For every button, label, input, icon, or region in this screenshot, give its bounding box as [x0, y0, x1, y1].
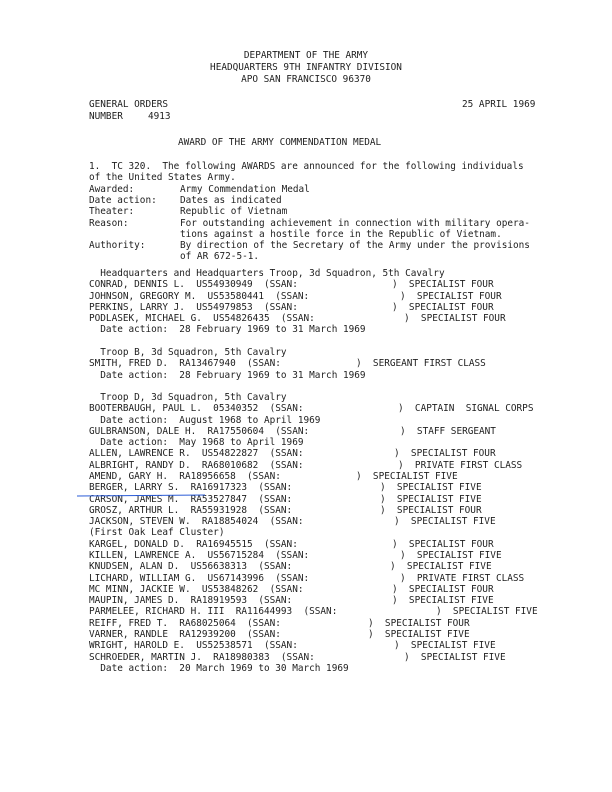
roster-rank: ) SPECIALIST FOUR: [368, 617, 470, 629]
roster-line: Date action: May 1968 to April 1969: [89, 437, 304, 449]
roster-line: Troop B, 3d Squadron, 5th Cavalry: [89, 346, 287, 358]
roster-rank: ) SPECIALIST FIVE: [356, 471, 458, 483]
roster-line: GROSZ, ARTHUR L. RA55931928 (SSAN:: [89, 504, 293, 516]
roster-rank: ) SPECIALIST FOUR: [392, 583, 494, 595]
roster-line: Headquarters and Headquarters Troop, 3d Squadron, 5th Cavalry: [89, 268, 445, 279]
roster-line: ALLEN, LAWRENCE R. US54822827 (SSAN:: [89, 448, 304, 460]
field-label: Authority:: [89, 240, 146, 251]
roster-rank: ) SPECIALIST FOUR: [380, 504, 482, 516]
roster-line: (First Oak Leaf Cluster): [89, 527, 225, 539]
roster-line: Date action: August 1968 to April 1969: [89, 414, 321, 426]
roster-rank: ) SPECIALIST FOUR: [392, 538, 494, 550]
roster-line: Troop D, 3d Squadron, 5th Cavalry: [89, 392, 287, 404]
field-label: Awarded:: [89, 184, 135, 195]
roster-rank: ) SPECIALIST FIVE: [392, 595, 494, 607]
roster-line: BERGER, LARRY S. RA16917323 (SSAN:: [89, 482, 293, 494]
roster-line: Date action: 20 March 1969 to 30 March 1969: [89, 662, 349, 674]
roster-line: LICHARD, WILLIAM G. US67143996 (SSAN:: [89, 572, 310, 584]
roster-line: Date action: 28 February 1969 to 31 March 1969: [89, 369, 366, 381]
roster-rank: ) SPECIALIST FOUR: [392, 279, 494, 291]
field-label: Theater:: [89, 206, 135, 218]
field-value: Republic of Vietnam: [180, 206, 288, 218]
roster-line: ALBRIGHT, RANDY D. RA68010682 (SSAN:: [89, 459, 304, 471]
department-heading: DEPARTMENT OF THE ARMY: [243, 50, 369, 61]
roster-line: MC MINN, JACKIE W. US53848262 (SSAN:: [89, 583, 304, 595]
roster-rank: ) SPECIALIST FIVE: [400, 550, 502, 561]
field-value: Army Commendation Medal: [180, 184, 310, 195]
field-value: For outstanding achievement in connection with military opera-: [180, 217, 530, 229]
roster-line: PERKINS, LARRY J. US54979853 (SSAN:: [89, 301, 298, 313]
roster-line: CARSON, JAMES M. RA53527847 (SSAN:: [89, 493, 293, 505]
roster-line: VARNER, RANDLE RA12939200 (SSAN:: [89, 628, 281, 640]
roster-rank: ) SPECIALIST FIVE: [368, 628, 470, 640]
number-label: NUMBER: [89, 111, 123, 122]
field-label: Reason:: [89, 217, 129, 229]
roster-line: SCHROEDER, MARTIN J. RA18980383 (SSAN:: [89, 651, 315, 663]
roster-rank: ) SPECIALIST FIVE: [394, 640, 496, 652]
roster-rank: ) SERGEANT FIRST CLASS: [356, 358, 486, 370]
roster-rank: ) SPECIALIST FOUR: [404, 313, 506, 325]
field-value: Dates as indicated: [180, 195, 282, 207]
roster-rank: ) SPECIALIST FIVE: [436, 606, 538, 618]
roster-line: KILLEN, LAWRENCE A. US56715284 (SSAN:: [89, 550, 310, 561]
roster-line: KARGEL, DONALD D. RA16945515 (SSAN:: [89, 538, 298, 550]
roster-line: KNUDSEN, ALAN D. US56638313 (SSAN:: [89, 561, 293, 573]
roster-line: PARMELEE, RICHARD H. III RA11644993 (SSAN:: [89, 606, 338, 618]
roster-rank: ) CAPTAIN SIGNAL CORPS: [398, 403, 534, 415]
document-title: AWARD OF THE ARMY COMMENDATION MEDAL: [178, 137, 382, 148]
field-value: of AR 672-5-1.: [180, 251, 260, 263]
roster-rank: ) SPECIALIST FOUR: [394, 448, 496, 460]
roster-line: JOHNSON, GREGORY M. US53580441 (SSAN:: [89, 290, 310, 302]
apo-heading: APO SAN FRANCISCO 96370: [241, 74, 371, 85]
roster-line: WRIGHT, HAROLD E. US52538571 (SSAN:: [89, 640, 298, 652]
roster-rank: ) STAFF SERGEANT: [400, 425, 496, 437]
roster-rank: ) SPECIALIST FOUR: [392, 301, 494, 313]
roster-rank: ) SPECIALIST FIVE: [390, 561, 492, 573]
roster-rank: ) SPECIALIST FIVE: [380, 493, 482, 505]
field-value: tions against a hostile force in the Republic of Vietnam.: [180, 228, 502, 240]
roster-rank: ) PRIVATE FIRST CLASS: [400, 572, 525, 584]
order-date: 25 APRIL 1969: [462, 99, 536, 110]
roster-line: SMITH, FRED D. RA13467940 (SSAN:: [89, 358, 281, 370]
roster-rank: ) SPECIALIST FIVE: [404, 651, 506, 663]
roster-line: GULBRANSON, DALE H. RA17550604 (SSAN:: [89, 425, 310, 437]
field-value: By direction of the Secretary of the Army under the provisions: [180, 240, 530, 251]
headquarters-heading: HEADQUARTERS 9TH INFANTRY DIVISION: [210, 62, 402, 73]
roster-line: CONRAD, DENNIS L. US54930949 (SSAN:: [89, 279, 298, 291]
roster-rank: ) PRIVATE FIRST CLASS: [398, 459, 523, 471]
roster-line: Date action: 28 February 1969 to 31 March 1969: [89, 324, 366, 336]
roster-rank: ) SPECIALIST FIVE: [380, 482, 482, 494]
roster-line: PODLASEK, MICHAEL G. US54826435 (SSAN:: [89, 313, 315, 325]
roster-line: BOOTERBAUGH, PAUL L. 05340352 (SSAN:: [89, 403, 304, 415]
roster-line: JACKSON, STEVEN W. RA18854024 (SSAN:: [89, 516, 304, 528]
roster-rank: ) SPECIALIST FOUR: [400, 290, 502, 302]
roster-line: AMEND, GARY H. RA18956658 (SSAN:: [89, 471, 281, 483]
order-number: 4913: [148, 111, 171, 122]
intro-line-2: of the United States Army.: [89, 172, 236, 183]
intro-line-1: 1. TC 320. The following AWARDS are announced for the following individuals: [89, 161, 524, 172]
general-orders-label: GENERAL ORDERS: [89, 99, 169, 110]
field-label: Date action:: [89, 195, 157, 207]
roster-line: MAUPIN, JAMES D. RA18919593 (SSAN:: [89, 595, 293, 607]
roster-line: REIFF, FRED T. RA68025064 (SSAN:: [89, 617, 281, 629]
roster-rank: ) SPECIALIST FIVE: [394, 516, 496, 528]
